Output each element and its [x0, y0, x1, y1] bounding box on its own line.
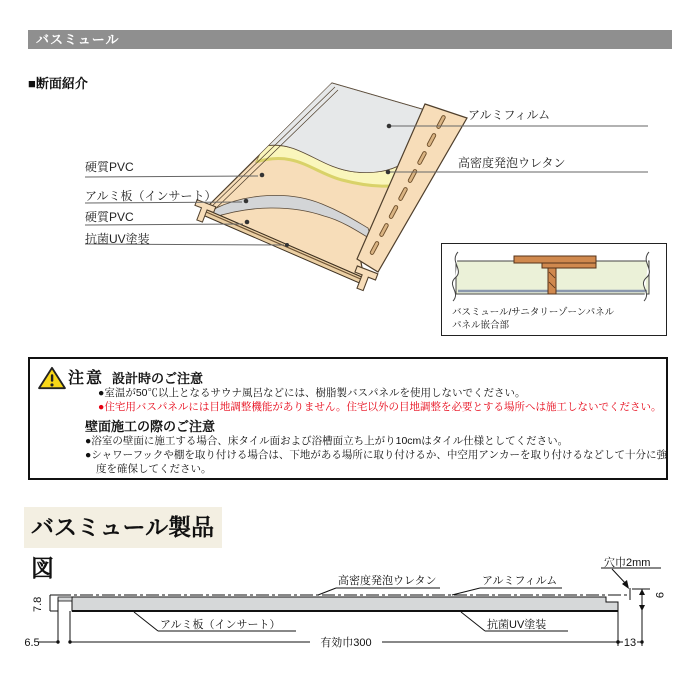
- warning-icon: [38, 366, 66, 390]
- label-film-bottom: アルミフィルム: [482, 575, 558, 587]
- film-leader: [452, 588, 562, 595]
- joint-caption-line2: パネル嵌合部: [452, 320, 510, 331]
- joint-caption-line1: バスミュール/サニタリーゾーンパネル: [452, 307, 615, 318]
- urethane-leader: [318, 588, 440, 595]
- label-hard-pvc-top: 硬質PVC: [85, 160, 134, 174]
- notice-badge: 注意: [68, 370, 105, 387]
- design-notes-list: [98, 386, 673, 414]
- label-urethane-bottom: 高密度発泡ウレタン: [338, 575, 437, 587]
- label-aluminum-insert: アルミ板（インサート）: [85, 189, 217, 203]
- panel-left-tongue: [58, 597, 72, 601]
- dim-thickness-text: 7.8: [32, 596, 44, 612]
- dim-width-text: 有効巾300: [320, 637, 372, 649]
- page-title: バスミュール: [36, 32, 120, 47]
- design-notes-heading: 設計時のご注意: [112, 371, 204, 386]
- product-drawing: [0, 550, 700, 690]
- joint-detail-box: [441, 243, 667, 336]
- label-hole-width: 穴巾2mm: [604, 557, 651, 569]
- label-hard-pvc-bottom: 硬質PVC: [85, 210, 134, 224]
- wall-install-list: [85, 434, 677, 476]
- product-title: バスミュール製品図: [31, 514, 215, 581]
- dim-offset-text: 6.5: [24, 637, 40, 649]
- design-note-item: ●室温が50℃以上となるサウナ風呂などには、樹脂製バスパネルを使用しないでください。: [98, 387, 526, 399]
- dim-right-text: 13: [623, 637, 637, 649]
- label-uv-coating: 抗菌UV塗装: [85, 232, 150, 246]
- dim-depth-lines: [630, 588, 650, 611]
- design-note-item-red: ●住宅用バスパネルには目地調整機能がありません。住宅以外の目地調整を必要とする場所へは施工しないでください。: [98, 401, 662, 413]
- hole-arrow-line: [601, 568, 661, 585]
- section-heading: ■断面紹介: [28, 76, 88, 91]
- product-title-strip: [24, 507, 222, 581]
- label-insert-bottom: アルミ板（インサート）: [160, 619, 281, 631]
- dim-depth-text: 9: [653, 592, 665, 599]
- header-bar: [28, 30, 672, 49]
- wall-note-item: ●浴室の壁面に施工する場合、床タイル面および浴槽面立ち上がり10cmはタイル仕様としてください。: [85, 435, 569, 447]
- label-uv-bottom: 抗菌UV塗装: [487, 619, 547, 631]
- label-urethane: 高密度発泡ウレタン: [458, 156, 566, 170]
- label-aluminum-film: アルミフィルム: [468, 108, 551, 122]
- wall-note-item: ●シャワーフックや棚を取り付ける場合は、下地がある場所に取り付けるか、中空用アンカーを取り付けるなどして十分に強度を確保してください。: [85, 449, 667, 475]
- wall-install-heading: 壁面施工の際のご注意: [85, 419, 216, 434]
- notice-box: [28, 357, 668, 480]
- joint-detail-drawing: [442, 244, 663, 304]
- panel-body: [72, 597, 618, 611]
